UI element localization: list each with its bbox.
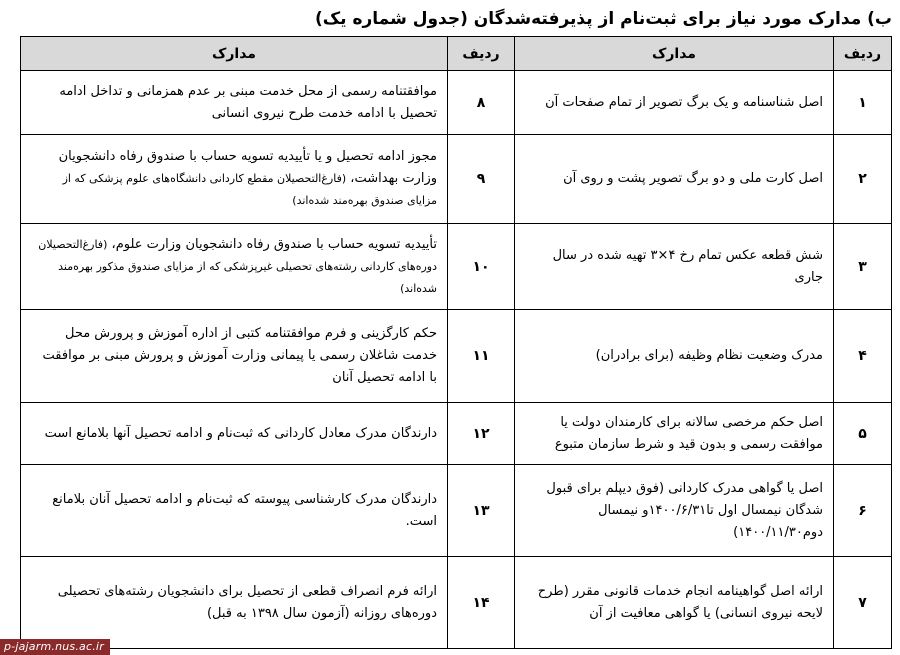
document-note: (فارغ‌التحصیلان مقطع کاردانی دانشگاه‌های علوم پزشکی که از مزایای صندوق بهره‌مند شده‌اند) (62, 172, 437, 207)
document-note: (فارغ‌التحصیلان دوره‌های کاردانی رشته‌های تحصیلی غیرپزشکی که از مزایای صندوق مذکور بهره‌مند شده‌اند) (38, 237, 437, 295)
table-row (21, 224, 892, 310)
table-header-row (21, 37, 892, 71)
row-number: ۱ (834, 71, 892, 135)
document-text: دارندگان مدرک کارشناسی پیوسته که ثبت‌نام و ادامه تحصیل آنان بلامانع است. (52, 491, 437, 529)
document-cell (21, 71, 448, 135)
table-heading: ب) مدارک مورد نیاز برای ثبت‌نام از پذیرفته‌شدگان (جدول شماره یک) (314, 9, 892, 29)
table-row (21, 465, 892, 557)
row-number: ۷ (834, 557, 892, 649)
row-number: ۱۲ (448, 403, 515, 465)
document-cell (21, 310, 448, 403)
document-cell: ارائه اصل گواهینامه انجام خدمات قانونی مقرر (طرح لایحه نیروی انسانی) یا گواهی معافیت از آن (515, 557, 834, 649)
row-number: ۱۳ (448, 465, 515, 557)
table-row (21, 71, 892, 135)
document-cell (21, 557, 448, 649)
row-number: ۱۰ (448, 224, 515, 310)
row-number: ۵ (834, 403, 892, 465)
row-number: ۴ (834, 310, 892, 403)
document-text: حکم کارگزینی و فرم موافقتنامه کتبی از اداره آموزش و پرورش محل خدمت شاغلان رسمی یا پیمانی وزارت آموزش و پرورش مبنی بر موافقت با ادامه تحصیل آنان (42, 326, 437, 385)
header-docs-left: مدارک (21, 37, 448, 71)
site-watermark: p-jajarm.nus.ac.ir (0, 639, 110, 655)
row-number: ۹ (448, 135, 515, 224)
document-text: تأییدیه تسویه حساب با صندوق رفاه دانشجویان وزارت علوم، (111, 236, 437, 252)
document-text: موافقتنامه رسمی از محل خدمت مبنی بر عدم همزمانی و تداخل ادامه تحصیل با ادامه خدمت طرح نیروی انسانی (59, 83, 437, 121)
document-text: دارندگان مدرک معادل کاردانی که ثبت‌نام و ادامه تحصیل آنها بلامانع است (44, 425, 437, 441)
row-number: ۲ (834, 135, 892, 224)
header-row-no-left: ردیف (448, 37, 515, 71)
document-cell (21, 465, 448, 557)
table-row (21, 310, 892, 403)
table-row (21, 135, 892, 224)
document-cell: اصل کارت ملی و دو برگ تصویر پشت و روی آن (515, 135, 834, 224)
document-cell: شش قطعه عکس تمام رخ ۴×۳ تهیه شده در سال جاری (515, 224, 834, 310)
header-docs-right: مدارک (515, 37, 834, 71)
row-number: ۸ (448, 71, 515, 135)
document-cell: اصل حکم مرخصی سالانه برای کارمندان دولت یا موافقت رسمی و بدون قید و شرط سازمان متبوع (515, 403, 834, 465)
document-text: ارائه فرم انصراف قطعی از تحصیل برای دانشجویان رشته‌های تحصیلی دوره‌های روزانه (آزمون سال ۱۳۹۸ به قبل) (57, 583, 437, 621)
document-text: مجوز ادامه تحصیل و یا تأییدیه تسویه حساب با صندوق رفاه دانشجویان وزارت بهداشت، (58, 149, 437, 186)
row-number: ۶ (834, 465, 892, 557)
table-row (21, 403, 892, 465)
header-row-no-right: ردیف (834, 37, 892, 71)
document-cell (21, 224, 448, 310)
document-cell: مدرک وضعیت نظام وظیفه (برای برادران) (515, 310, 834, 403)
document-cell: اصل شناسنامه و یک برگ تصویر از تمام صفحات آن (515, 71, 834, 135)
document-cell (21, 403, 448, 465)
document-cell (21, 135, 448, 224)
documents-table (20, 36, 892, 649)
row-number: ۱۴ (448, 557, 515, 649)
row-number: ۳ (834, 224, 892, 310)
row-number: ۱۱ (448, 310, 515, 403)
table-row (21, 557, 892, 649)
document-cell: اصل یا گواهی مدرک کاردانی (فوق دیپلم برای قبول شدگان نیمسال اول تا۱۴۰۰/۶/۳۱و نیمسال دوم۱۴۰۰/۱۱/۳۰) (515, 465, 834, 557)
